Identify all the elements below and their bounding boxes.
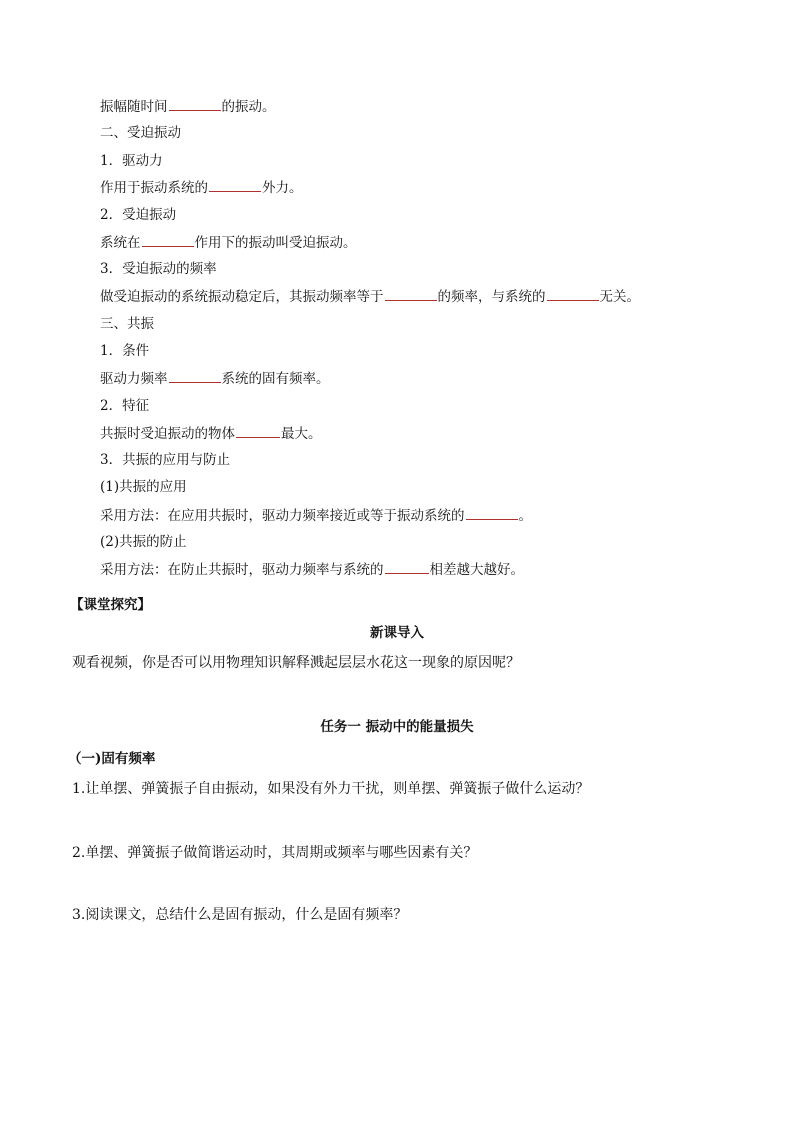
line-driving-force <box>100 178 303 197</box>
question-2: 2.单摆、弹簧振子做简谐运动时，其周期或频率与哪些因素有关？ <box>72 845 478 861</box>
subsection-forced-title: 2．受迫振动 <box>100 207 177 223</box>
line-frequency <box>100 287 640 306</box>
line-condition <box>100 369 330 388</box>
text: 共振时受迫振动的物体 <box>100 426 235 442</box>
text: 的频率，与系统的 <box>437 289 546 305</box>
text: 最大。 <box>281 426 322 442</box>
fill-blank[interactable] <box>466 506 518 520</box>
question-3: 3.阅读课文，总结什么是固有振动，什么是固有频率？ <box>72 907 408 923</box>
fill-blank[interactable] <box>547 287 599 301</box>
question-1: 1.让单摆、弹簧振子自由振动，如果没有外力干扰，则单摆、弹簧振子做什么运动？ <box>72 781 590 797</box>
line-forced <box>100 233 357 252</box>
section-forced-vibration-title: 二、受迫振动 <box>100 125 181 141</box>
subsection-application-use-title: (1)共振的应用 <box>100 479 187 495</box>
subsection-frequency-title: 3．受迫振动的频率 <box>100 261 217 277</box>
text: 作用于振动系统的 <box>100 180 208 196</box>
line-application-use <box>100 506 532 525</box>
fill-blank[interactable] <box>385 560 429 574</box>
subsection-driving-force-title: 1．驱动力 <box>100 153 163 169</box>
text: 系统在 <box>100 235 141 251</box>
text: 采用方法：在防止共振时，驱动力频率与系统的 <box>100 562 384 578</box>
line-amplitude <box>100 97 276 116</box>
fill-blank[interactable] <box>169 369 221 383</box>
classroom-heading: 【课堂探究】 <box>70 597 151 613</box>
intro-text: 观看视频，你是否可以用物理知识解释溅起层层水花这一现象的原因呢？ <box>72 655 520 671</box>
text: 。 <box>518 508 532 524</box>
line-application-prevent <box>100 560 524 579</box>
fill-blank[interactable] <box>209 178 261 192</box>
section-resonance-title: 三、共振 <box>100 316 154 332</box>
subsection-feature-title: 2．特征 <box>100 398 150 414</box>
text: 相差越大越好。 <box>429 562 524 578</box>
fill-blank[interactable] <box>142 233 194 247</box>
fill-blank[interactable] <box>236 424 280 438</box>
subsection-condition-title: 1．条件 <box>100 343 150 359</box>
subsection-application-prevent-title: (2)共振的防止 <box>100 534 187 550</box>
text: 外力。 <box>262 180 303 196</box>
text: 无关。 <box>599 289 640 305</box>
task1-title: 任务一 振动中的能量损失 <box>320 719 474 735</box>
text: 振幅随时间 <box>100 99 168 115</box>
line-feature <box>100 424 322 443</box>
text: 的振动。 <box>221 99 276 115</box>
text: 做受迫振动的系统振动稳定后，其振动频率等于 <box>100 289 384 305</box>
fill-blank[interactable] <box>169 97 221 111</box>
text: 采用方法：在应用共振时，驱动力频率接近或等于振动系统的 <box>100 508 465 524</box>
text: 系统的固有频率。 <box>221 371 330 387</box>
fill-blank[interactable] <box>385 287 437 301</box>
subsection-natural-frequency-title: （一)固有频率 <box>68 751 156 767</box>
text: 驱动力频率 <box>100 371 168 387</box>
text: 作用下的振动叫受迫振动。 <box>194 235 357 251</box>
subsection-application-title: 3．共振的应用与防止 <box>100 452 231 468</box>
intro-title: 新课导入 <box>370 625 424 641</box>
